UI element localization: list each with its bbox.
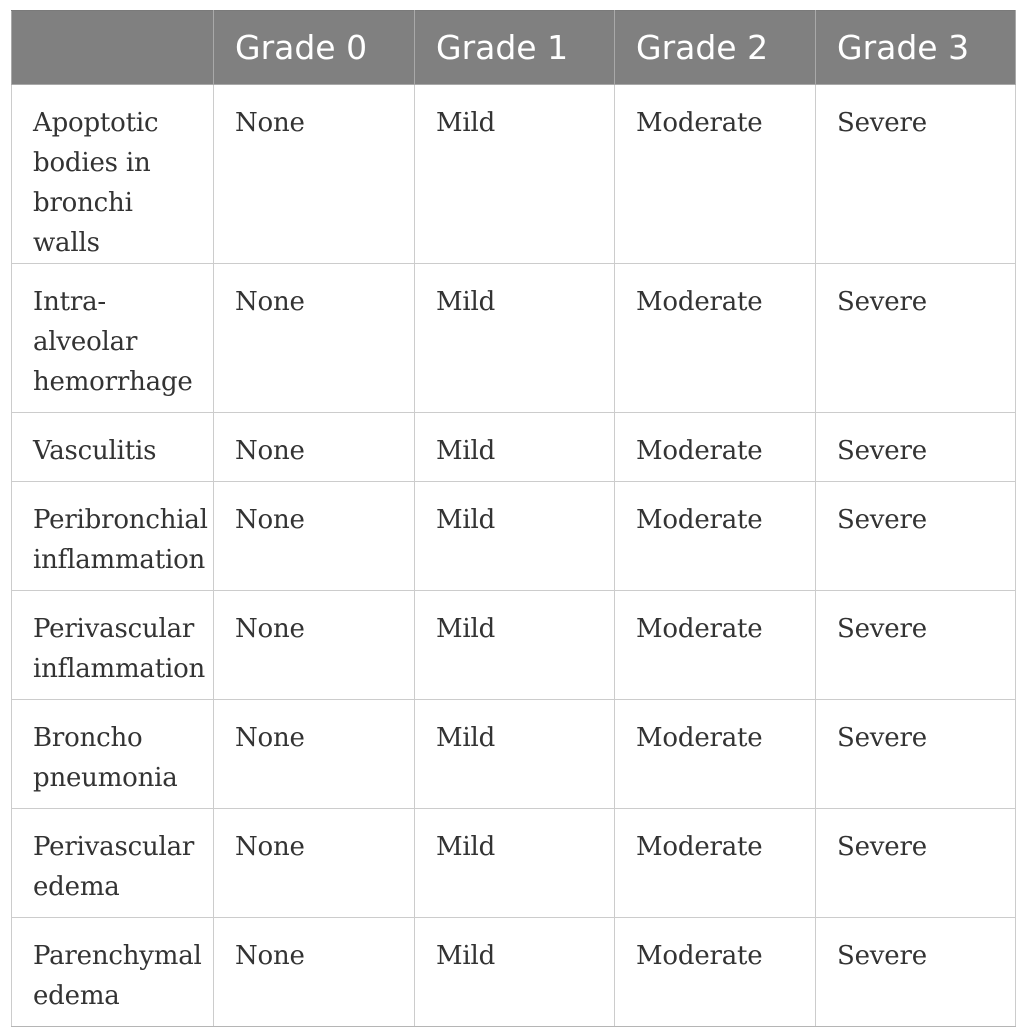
row-label-cell [12, 918, 214, 1027]
table-row [12, 918, 1016, 1027]
grade-2-cell: Moderate [615, 264, 816, 413]
table-row [12, 85, 1016, 264]
grade-0-cell: None [214, 482, 415, 591]
table-header [12, 11, 1016, 85]
grade-3-cell: Severe [816, 413, 1016, 482]
table-row [12, 700, 1016, 809]
grade-3-cell: Severe [816, 700, 1016, 809]
table-row [12, 591, 1016, 700]
grade-3-cell: Severe [816, 809, 1016, 918]
grade-0-cell: None [214, 413, 415, 482]
row-label-cell: Vasculitis [12, 413, 214, 482]
grade-1-cell: Mild [415, 700, 615, 809]
header-row [12, 11, 1016, 85]
row-label-cell [12, 700, 214, 809]
grade-1-cell: Mild [415, 918, 615, 1027]
grade-2-cell: Moderate [615, 482, 816, 591]
grade-1-cell: Mild [415, 264, 615, 413]
grade-1-cell: Mild [415, 591, 615, 700]
grade-2-cell: Moderate [615, 809, 816, 918]
grade-1-cell: Mild [415, 413, 615, 482]
row-label: Intra-alveolar hemorrhage [33, 287, 193, 397]
row-label-cell [12, 85, 214, 264]
header-grade-3: Grade 3 [816, 11, 1016, 85]
row-label-cell [12, 809, 214, 918]
grade-0-cell: None [214, 700, 415, 809]
grade-1-cell: Mild [415, 85, 615, 264]
grade-1-cell: Mild [415, 809, 615, 918]
grade-2-cell: Moderate [615, 700, 816, 809]
header-blank [12, 11, 214, 85]
table-row [12, 264, 1016, 413]
grade-3-cell: Severe [816, 591, 1016, 700]
row-label-cell: Perivascular inflammation [12, 591, 214, 700]
grade-0-cell: None [214, 591, 415, 700]
table-body [12, 85, 1016, 1027]
grade-0-cell: None [214, 809, 415, 918]
table-row [12, 413, 1016, 482]
grade-2-cell: Moderate [615, 591, 816, 700]
grading-table [11, 10, 1016, 1027]
grade-0-cell: None [214, 918, 415, 1027]
header-grade-0: Grade 0 [214, 11, 415, 85]
grade-3-cell: Severe [816, 85, 1016, 264]
row-label: Broncho pneumonia [33, 723, 178, 793]
row-label-cell [12, 264, 214, 413]
grade-3-cell: Severe [816, 264, 1016, 413]
grade-0-cell: None [214, 85, 415, 264]
table-row [12, 809, 1016, 918]
grade-0-cell: None [214, 264, 415, 413]
row-label-cell: Peribronchial inflammation [12, 482, 214, 591]
grade-2-cell: Moderate [615, 413, 816, 482]
header-grade-1: Grade 1 [415, 11, 615, 85]
grade-2-cell: Moderate [615, 918, 816, 1027]
header-grade-2: Grade 2 [615, 11, 816, 85]
row-label: Parenchymal edema [33, 941, 202, 1011]
grade-3-cell: Severe [816, 482, 1016, 591]
grade-3-cell: Severe [816, 918, 1016, 1027]
grade-1-cell: Mild [415, 482, 615, 591]
table-row [12, 482, 1016, 591]
row-label: Apoptotic bodies in bronchi walls [33, 108, 159, 258]
grade-2-cell: Moderate [615, 85, 816, 264]
row-label: Perivascular edema [33, 832, 195, 902]
